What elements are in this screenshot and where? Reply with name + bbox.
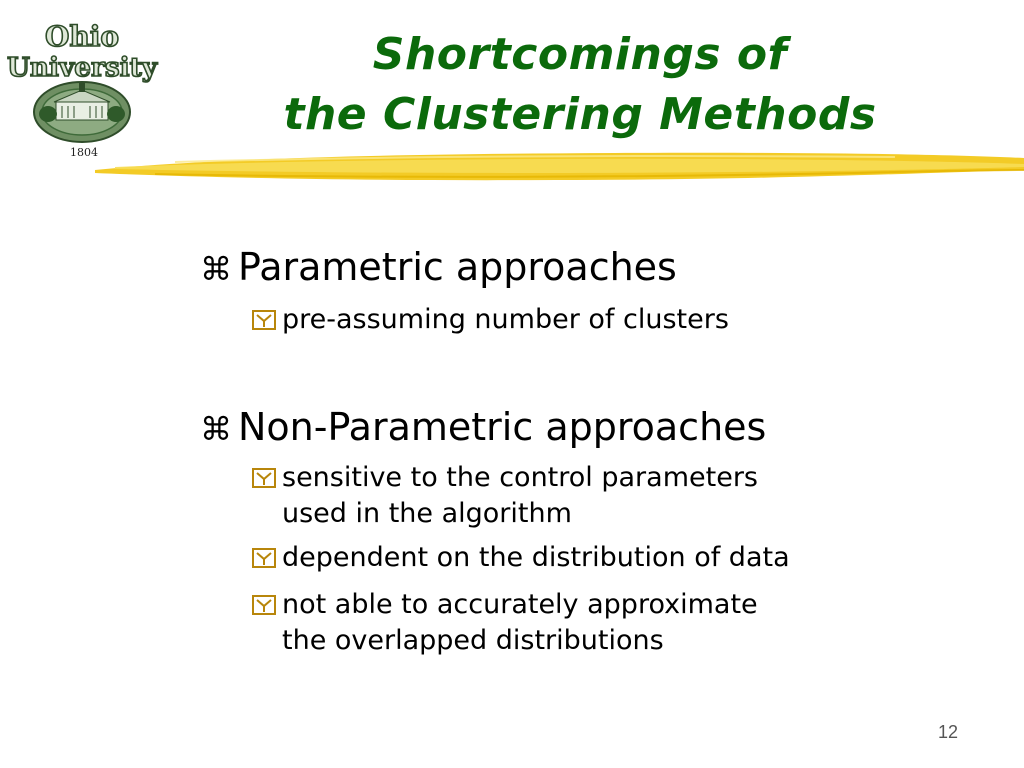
sub-bullet-text: dependent on the distribution of data [282, 542, 790, 573]
sub-bullet-text-continued: used in the algorithm [282, 498, 572, 529]
y-box-bullet-icon [252, 310, 276, 330]
logo-line1: Ohio [44, 20, 120, 53]
sub-bullet-text: sensitive to the control parameters [282, 462, 758, 493]
sub-bullet-text-continued: the overlapped distributions [282, 625, 664, 656]
bullet-parametric [200, 244, 677, 292]
z-bullet-icon: ⌘ [200, 250, 232, 288]
sub-bullet [252, 540, 790, 576]
slide-title-line1: Shortcomings of [372, 29, 788, 80]
sub-bullet-text: not able to accurately approximate [282, 589, 758, 620]
y-box-bullet-icon [252, 595, 276, 615]
yellow-brush-stroke [95, 140, 1024, 190]
slide-title-line2: the Clustering Methods [283, 89, 877, 140]
sub-bullet [252, 587, 758, 659]
bullet-text: Non-Parametric approaches [238, 405, 767, 449]
bullet-non-parametric [200, 404, 766, 452]
sub-bullet [252, 460, 758, 532]
y-box-bullet-icon [252, 548, 276, 568]
y-box-bullet-icon [252, 468, 276, 488]
bullet-text: Parametric approaches [238, 245, 677, 289]
sub-bullet-text: pre-assuming number of clusters [282, 304, 729, 335]
z-bullet-icon: ⌘ [200, 410, 232, 448]
page-number: 12 [937, 722, 958, 742]
sub-bullet [252, 302, 729, 338]
logo-line2: University [7, 53, 158, 83]
logo-year: 1804 [70, 146, 98, 159]
